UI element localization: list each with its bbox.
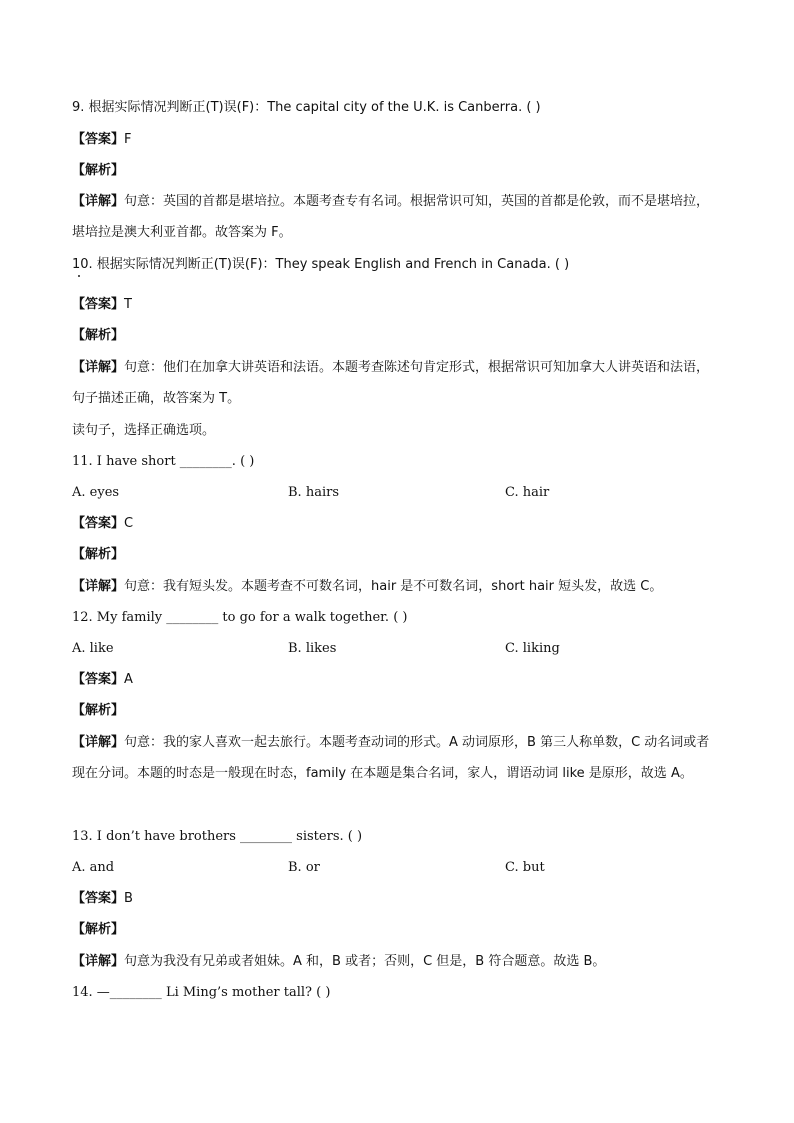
option-c: C. but [505, 860, 545, 875]
answer-tag: 【答案】 [72, 672, 125, 687]
answer-tag: 【答案】 [72, 132, 125, 147]
question-14-stem: 14. —________ Li Ming’s mother tall? ( ) [72, 985, 331, 1000]
option-c: C. liking [505, 641, 560, 656]
question-11-stem: 11. I have short ________. ( ) [72, 454, 255, 469]
question-10-answer [72, 296, 132, 314]
question-13-stem: 13. I don’t have brothers ________ sisters. ( ) [72, 829, 363, 844]
answer-tag: 【答案】 [72, 297, 125, 312]
answer-tag: 【答案】 [72, 891, 125, 906]
question-12-stem: 12. My family ________ to go for a walk together. ( ) [72, 610, 408, 625]
instruction-text: 读句子，选择正确选项。 [72, 423, 216, 438]
answer-value: F [124, 132, 132, 147]
answer-value: A [124, 672, 133, 687]
question-11-detail: 【详解】句意：我有短头发。本题考查不可数名词，hair 是不可数名词，short hair 短头发，故选 C。 [72, 579, 663, 594]
question-12-detail: 【详解】句意：我的家人喜欢一起去旅行。本题考查动词的形式。A 动词原形，B 第三人称单数，C 动名词或者现在分词。本题的时态是一般现在时态，family 在本题是集合名词，家人，谓语动词 like 是原形，故选 A。 [72, 735, 710, 781]
question-9-detail: 【详解】句意：英国的首都是堪培拉。本题考查专有名词。根据常识可知，英国的首都是伦敦，而不是堪培拉，堪培拉是澳大利亚首都。故答案为 F。 [72, 194, 710, 240]
question-13-answer [72, 890, 133, 908]
option-b: B. likes [288, 641, 337, 656]
option-a: A. eyes [72, 485, 120, 500]
question-11-answer [72, 515, 133, 533]
answer-tag: 【答案】 [72, 516, 125, 531]
question-12-answer [72, 671, 133, 689]
stray-dot [78, 275, 80, 277]
option-a: A. like [72, 641, 114, 656]
answer-value: B [124, 891, 133, 906]
question-12-analysis-tag: 【解析】 [72, 703, 125, 718]
question-9-stem: 9. 根据实际情况判断正(T)误(F)：The capital city of the U.K. is Canberra. ( ) [72, 100, 541, 115]
option-c: C. hair [505, 485, 550, 500]
question-9-analysis-tag: 【解析】 [72, 163, 125, 178]
question-10-analysis-tag: 【解析】 [72, 328, 125, 343]
question-13-detail: 【详解】句意为我没有兄弟或者姐妹。A 和，B 或者；否则，C 但是，B 符合题意。故选 B。 [72, 954, 606, 969]
question-10-stem: 10. 根据实际情况判断正(T)误(F)：They speak English and French in Canada. ( ) [72, 257, 570, 272]
question-9-answer [72, 131, 132, 149]
answer-value: C [124, 516, 134, 531]
option-b: B. hairs [288, 485, 339, 500]
question-13-analysis-tag: 【解析】 [72, 922, 125, 937]
option-a: A. and [72, 860, 115, 875]
question-10-detail: 【详解】句意：他们在加拿大讲英语和法语。本题考查陈述句肯定形式，根据常识可知加拿大人讲英语和法语，句子描述正确，故答案为 T。 [72, 360, 710, 406]
answer-value: T [124, 297, 132, 312]
option-b: B. or [288, 860, 320, 875]
question-11-analysis-tag: 【解析】 [72, 547, 125, 562]
